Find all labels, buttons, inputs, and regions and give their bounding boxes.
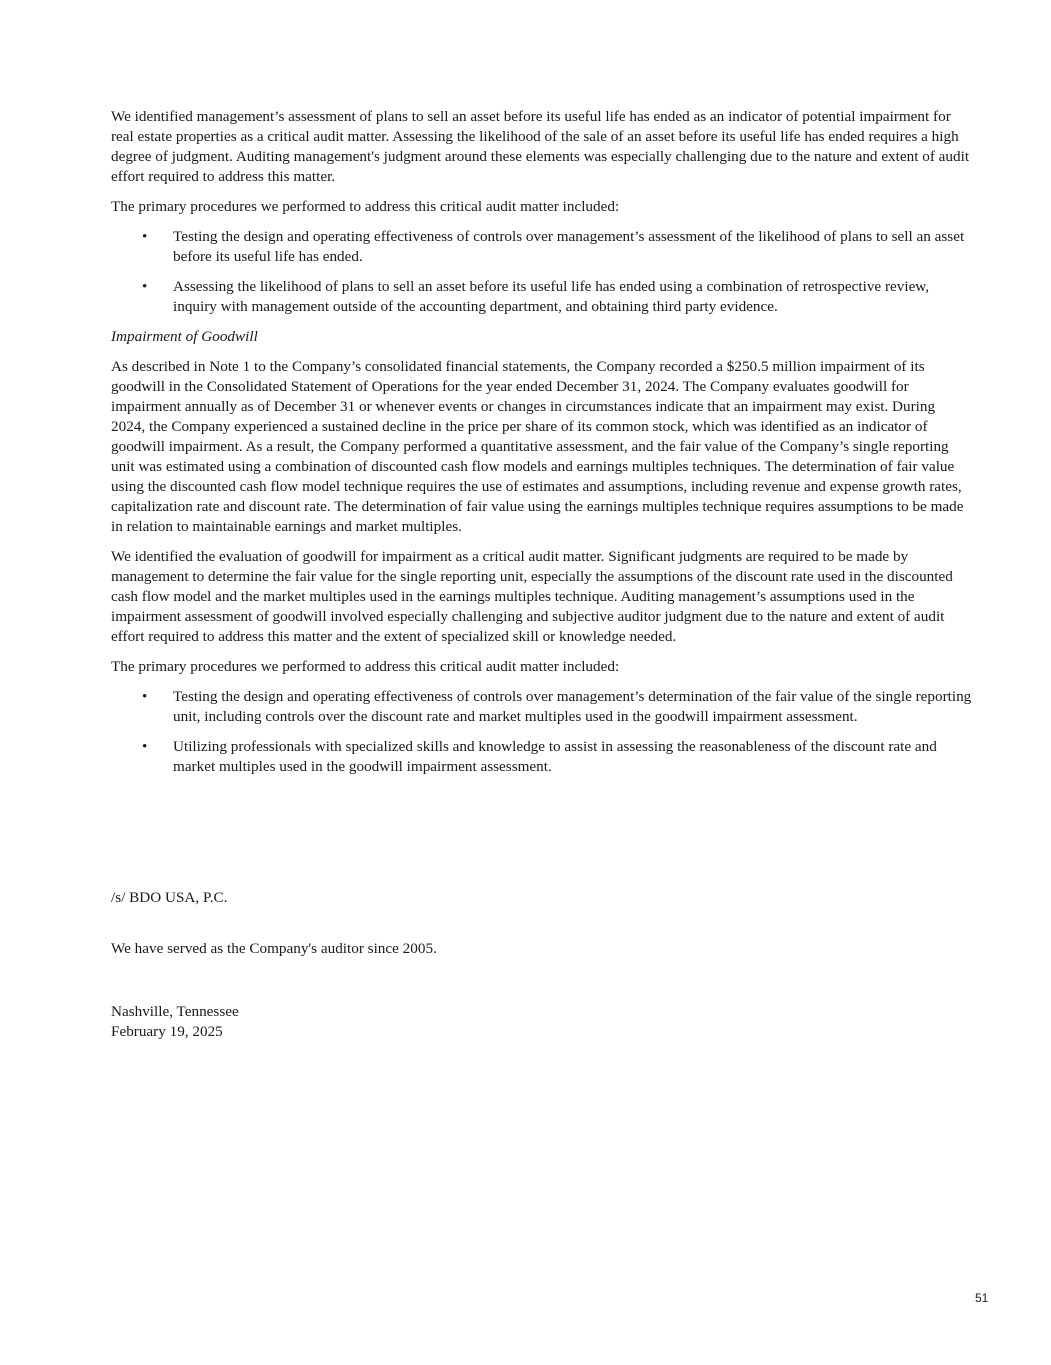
bullet-marker: •	[142, 688, 148, 705]
list-item	[111, 737, 973, 777]
goodwill-cam-paragraph: We identified the evaluation of goodwill for impairment as a critical audit matter. Significant judgments are required to be made by management to determine the fair value for the single reporting unit, especially the assumptions of the discount rate used in the discounted cash flow model and the market multiples used in the earnings multiples technique. Auditing management’s assumptions used in the impairment assessment of goodwill involved especially challenging and subjective auditor judgment due to the nature and extent of audit effort required to address this matter and the extent of specialized skill or knowledge needed.	[111, 548, 953, 645]
list-item-text: Utilizing professionals with specialized skills and knowledge to assist in assessing the reasonableness of the discount rate and market multiples used in the goodwill impairment assessment.	[173, 738, 937, 775]
cam-real-estate-paragraph: We identified management’s assessment of plans to sell an asset before its useful life has ended as an indicator of potential impairment for real estate properties as a critical audit matter. Assessing the likelihood of the sale of an asset before its useful life has ended requires a high degree of judgment. Auditing management's judgment around these elements was especially challenging due to the nature and extent of audit effort required to address this matter.	[111, 108, 970, 185]
list-item-text: Testing the design and operating effectiveness of controls over management’s assessment of the likelihood of plans to sell an asset before its useful life has ended.	[173, 228, 965, 265]
procedures-lead-2: The primary procedures we performed to address this critical audit matter included:	[111, 658, 620, 675]
list-item-text: Assessing the likelihood of plans to sell an asset before its useful life has ended using a combination of retrospective review, inquiry with management outside of the accounting department, and obtaining third party evidence.	[173, 278, 930, 315]
report-city: Nashville, Tennessee	[111, 1003, 239, 1020]
page-number: 51	[975, 1291, 989, 1305]
list-item-text: Testing the design and operating effectiveness of controls over management’s determination of the fair value of the single reporting unit, including controls over the discount rate and market multiples used in the goodwill impairment assessment.	[173, 688, 972, 725]
report-date: February 19, 2025	[111, 1023, 223, 1040]
report-body	[111, 107, 973, 787]
auditor-signature: /s/ BDO USA, P.C.	[111, 889, 228, 906]
procedures-lead-1: The primary procedures we performed to address this critical audit matter included:	[111, 198, 620, 215]
procedures-list-2	[111, 687, 973, 777]
bullet-marker: •	[142, 738, 148, 755]
bullet-marker: •	[142, 228, 148, 245]
list-item	[111, 277, 973, 317]
goodwill-description-paragraph: As described in Note 1 to the Company’s consolidated financial statements, the Company recorded a $250.5 million impairment of its goodwill in the Consolidated Statement of Operations for the year ended December 31, 2024. The Company evaluates goodwill for impairment annually as of December 31 or whenever events or changes in circumstances indicate that an impairment may exist. During 2024, the Company experienced a sustained decline in the price per share of its common stock, which was identified as an indicator of goodwill impairment. As a result, the Company performed a quantitative assessment, and the fair value of the Company’s single reporting unit was estimated using a combination of discounted cash flow models and earnings multiples techniques. The determination of fair value using the discounted cash flow model technique requires the use of estimates and assumptions, including revenue and expense growth rates, capitalization rate and discount rate. The determination of fair value using the earnings multiples technique requires assumptions to be made in relation to maintainable earnings and market multiples.	[111, 358, 964, 535]
section-heading-goodwill: Impairment of Goodwill	[111, 328, 258, 345]
list-item	[111, 687, 973, 727]
list-item	[111, 227, 973, 267]
auditor-tenure: We have served as the Company's auditor since 2005.	[111, 940, 437, 957]
procedures-list-1	[111, 227, 973, 317]
bullet-marker: •	[142, 278, 148, 295]
